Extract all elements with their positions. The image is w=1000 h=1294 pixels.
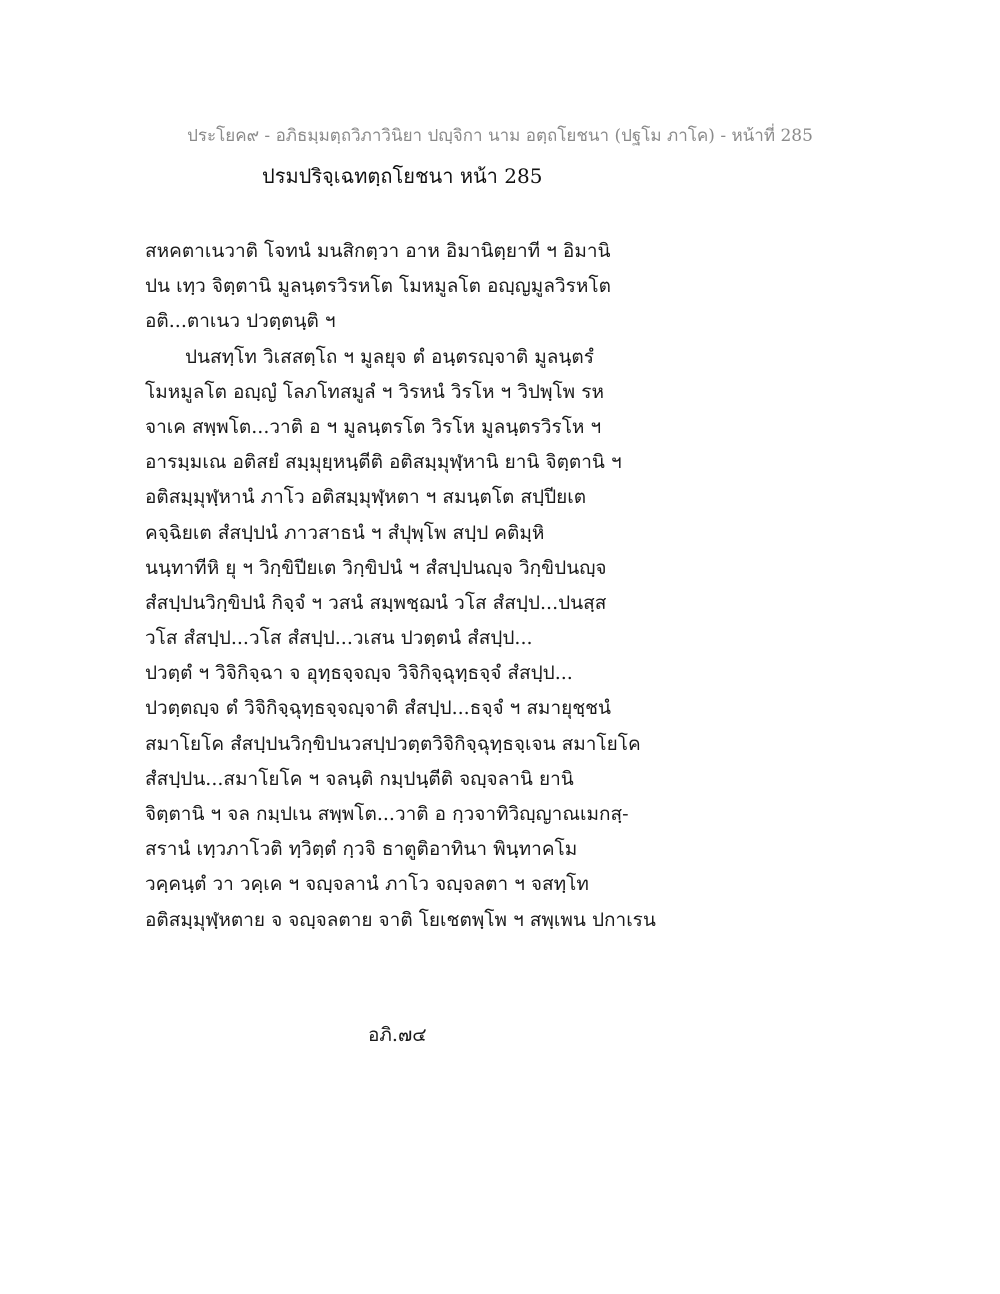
body-text (145, 234, 865, 938)
text-line: จิตฺตานิ ฯ จล กมฺปเน สพฺพโต...วาติ อ กฺวจาทิวิญฺญาณเมกสฺ- (145, 803, 629, 825)
section-title: ปรมปริจฺเฉทตฺถโยชนา หน้า 285 (262, 164, 543, 188)
text-line: สํสปฺปนวิกฺขิปนํ กิจฺจํ ฯ วสนํ สมฺพชฺฌนํ วโส สํสปฺป...ปนสฺส (145, 591, 607, 614)
text-line: โมหมูลโต อญฺญํ โลภโทสมูลํ ฯ วิรหนํ วิรโห ฯ วิปพฺโพ รห (145, 380, 604, 403)
text-line: จาเค สพฺพโต...วาติ อ ฯ มูลนฺตรโต วิรโห มูลนฺตรวิรโห ฯ (145, 415, 602, 438)
page-footer-code: อภิ.๗๔ (368, 1024, 427, 1046)
text-line: ปวตฺตํ ฯ วิจิกิจฺฉา จ อุทฺธจฺจญฺจ วิจิกิจฺฉุทฺธจฺจํ สํสปฺป... (145, 662, 573, 685)
text-line: อติสมฺมุฬฺหตาย จ จญฺจลตาย จาติ โยเชตพฺโพ ฯ สพฺเพน ปกาเรน (145, 908, 656, 931)
text-line: วโส สํสปฺป...วโส สํสปฺป...วเสน ปวตฺตนํ สํสปฺป... (145, 627, 533, 650)
text-line: สรานํ เทฺวภาโวติ ทฺวิตฺตํ กฺวจิ ธาตูติอาทินา พินฺทาคโม (145, 838, 578, 861)
text-line: นนฺทาทีหิ ยุ ฯ วิกฺขิปียเต วิกฺขิปนํ ฯ สํสปฺปนญฺจ วิกฺขิปนญฺจ (145, 556, 607, 579)
text-line: อารมฺมเณ อติสยํ สมฺมุยฺหนฺตีติ อติสมฺมุฬฺหานิ ยานิ จิตฺตานิ ฯ (145, 451, 622, 474)
text-line: อติสมฺมุฬฺหานํ ภาโว อติสมฺมุฬฺหตา ฯ สมนฺตโต สปฺปียเต (145, 486, 587, 509)
text-line: สํสปฺปน...สมาโยโค ฯ จลนฺติ กมฺปนฺตีติ จญฺจลานิ ยานิ (145, 767, 574, 790)
text-line: ปวตฺตญฺจ ตํ วิจิกิจฺฉุทฺธจฺจญฺจาติ สํสปฺป...ธจฺจํ ฯ สมายุชฺชนํ (145, 697, 612, 720)
paragraph-first-line: ปนสทฺโท วิเสสตฺโถ ฯ มูลยุจ ตํ อนฺตรญฺจาติ มูลนฺตรํ (185, 345, 594, 368)
text-line: ปน เทฺว จิตฺตานิ มูลนฺตรวิรหโต โมหมูลโต อญฺญมูลวิรหโต (145, 275, 611, 298)
running-header: ประโยค๙ - อภิธมฺมตฺถวิภาวินิยา ปญฺจิกา นาม อตฺถโยชนา (ปฐโม ภาโค) - หน้าที่ 285 (187, 126, 813, 146)
text-line: คจฺฉิยเต สํสปฺปนํ ภาวสาธนํ ฯ สํปุพฺโพ สปฺป คติมฺหิ (145, 521, 545, 544)
text-line: วคฺคนฺตํ วา วคฺเค ฯ จญฺจลานํ ภาโว จญฺจลตา ฯ จสทฺโท (145, 873, 589, 896)
text-line: สหคตาเนวาติ โจทนํ มนสิกตฺวา อาห อิมานิตฺยาที ฯ อิมานิ (145, 240, 611, 262)
text-line: สมาโยโค สํสปฺปนวิกฺขิปนวสปฺปวตฺตวิจิกิจฺฉุทฺธจฺเจน สมาโยโค (145, 732, 641, 755)
text-line: อติ...ตาเนว ปวตฺตนฺติ ฯ (145, 310, 336, 333)
